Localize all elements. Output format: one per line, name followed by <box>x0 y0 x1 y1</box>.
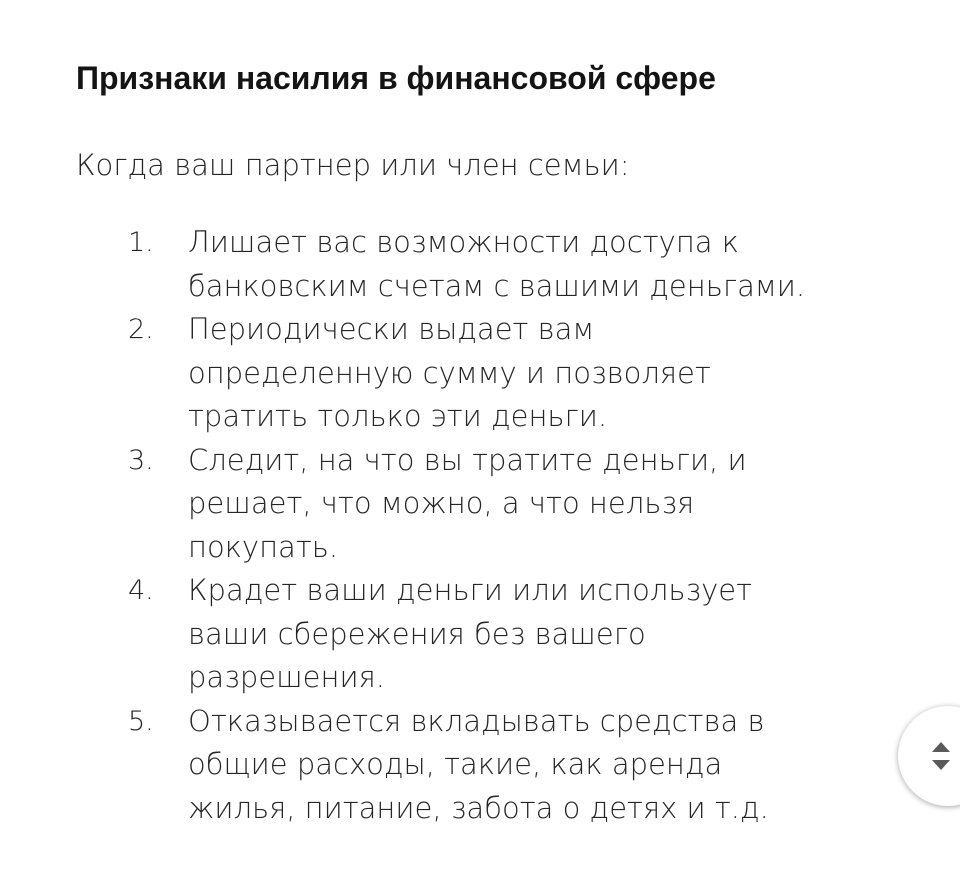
chevron-up-icon[interactable] <box>932 742 950 752</box>
page-title: Признаки насилия в финансовой сфере <box>76 60 716 96</box>
list-item-number: 5. <box>128 705 154 737</box>
list-item <box>128 569 828 700</box>
list-item-number: 3. <box>128 444 154 476</box>
list-item-text: Следит, на что вы тратите деньги, и решает, что можно, а что нельзя покупать. <box>188 442 747 564</box>
intro-text: Когда ваш партнер или член семьи: <box>76 148 630 182</box>
list-item-text: Периодически выдает вам определенную сумму и позволяет тратить только эти деньги. <box>188 312 711 433</box>
list-item-text: Крадет ваши деньги или использует ваши сбережения без вашего разрешения. <box>188 573 753 694</box>
list-item-number: 4. <box>128 575 154 606</box>
list-item <box>128 308 828 439</box>
signs-list <box>128 221 828 830</box>
list-item <box>128 700 828 831</box>
chevron-down-icon[interactable] <box>932 760 950 770</box>
list-item-number: 1. <box>128 227 154 258</box>
list-item-text: Лишает вас возможности доступа к банковским счетам с вашими деньгами. <box>188 225 806 303</box>
scroll-widget[interactable] <box>898 706 960 806</box>
list-item <box>128 221 828 308</box>
list-item-text: Отказывается вкладывать средства в общие расходы, такие, как аренда жилья, питание, забота о детях и т.д. <box>188 703 769 825</box>
list-item <box>128 439 828 570</box>
list-item-number: 2. <box>128 314 154 345</box>
